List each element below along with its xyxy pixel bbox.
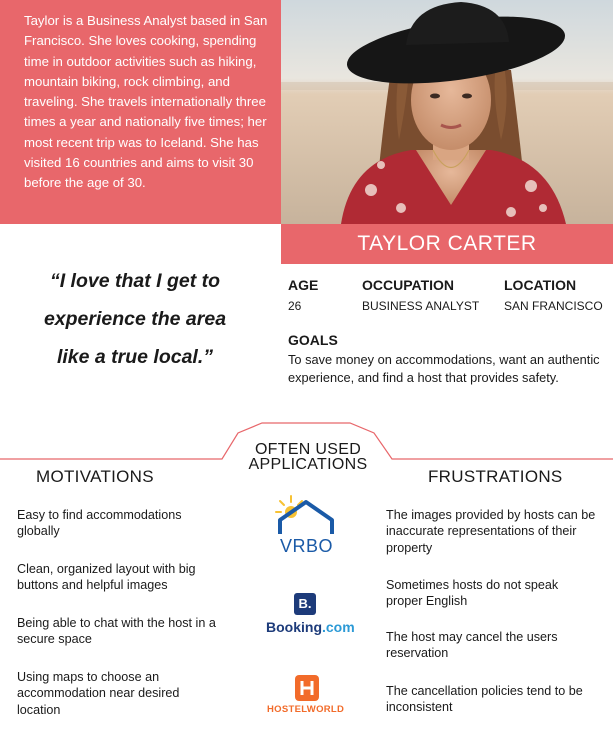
booking-wordmark: [266, 619, 355, 635]
frustrations-title: FRUSTRATIONS: [428, 467, 563, 486]
hostelworld-logo: [262, 673, 352, 721]
motivation-item: Using maps to choose an accommodation near desired location: [17, 670, 180, 717]
location-label: LOCATION: [504, 277, 577, 293]
name-bar: [281, 224, 613, 264]
frustration-item: Sometimes hosts do not speak proper English: [386, 578, 559, 609]
goals-text: To save money on accommodations, want an authentic experience, and find a host that provides safety.: [288, 352, 600, 385]
motivation-item: Clean, organized layout with big buttons and helpful images: [17, 562, 196, 593]
hostelworld-wordmark: HOSTELWORLD: [267, 704, 345, 715]
frustration-item: The host may cancel the users reservation: [386, 630, 558, 661]
bio-panel: [0, 0, 281, 224]
booking-word: Booking: [266, 619, 322, 635]
apps-title: [238, 442, 378, 472]
booking-domain: .com: [322, 619, 355, 635]
booking-badge-icon: B.: [294, 593, 316, 615]
motivations-title: MOTIVATIONS: [36, 467, 154, 486]
frustration-item: The cancellation policies tend to be inconsistent: [386, 684, 583, 715]
frustration-item: The images provided by hosts can be inaccurate representations of their property: [386, 508, 596, 555]
booking-logo: [264, 593, 355, 641]
motivation-item: Being able to chat with the host in a secure space: [17, 616, 216, 647]
age-label: AGE: [288, 277, 319, 293]
motivation-item: Easy to find accommodations globally: [17, 508, 182, 539]
age-value: 26: [288, 299, 302, 313]
vrbo-logo: [270, 492, 342, 560]
occupation-label: OCCUPATION: [362, 277, 455, 293]
vrbo-wordmark: VRBO: [280, 536, 334, 556]
persona-name: TAYLOR CARTER: [357, 232, 537, 255]
hostel-h-icon: [295, 675, 319, 701]
occupation-value: BUSINESS ANALYST: [362, 299, 480, 313]
persona-photo: [281, 0, 613, 224]
location-value: SAN FRANCISCO: [504, 299, 603, 313]
apps-title-line1: OFTEN USED: [254, 441, 362, 458]
apps-title-line2: APPLICATIONS: [248, 456, 368, 473]
goals-label: GOALS: [288, 332, 338, 348]
persona-quote: “I love that I get to experience the area like a true local.”: [43, 270, 227, 368]
bio-text: Taylor is a Business Analyst based in San Francisco. She loves cooking, spending time in outdoor activities such as hiking, mountain biking, rock climbing, and traveling. She travels internationally three times a year and nationally five times; her most recent trip was to Iceland. She has visited 16 countries and aims to visit 30 before the age of 30.: [24, 13, 268, 191]
